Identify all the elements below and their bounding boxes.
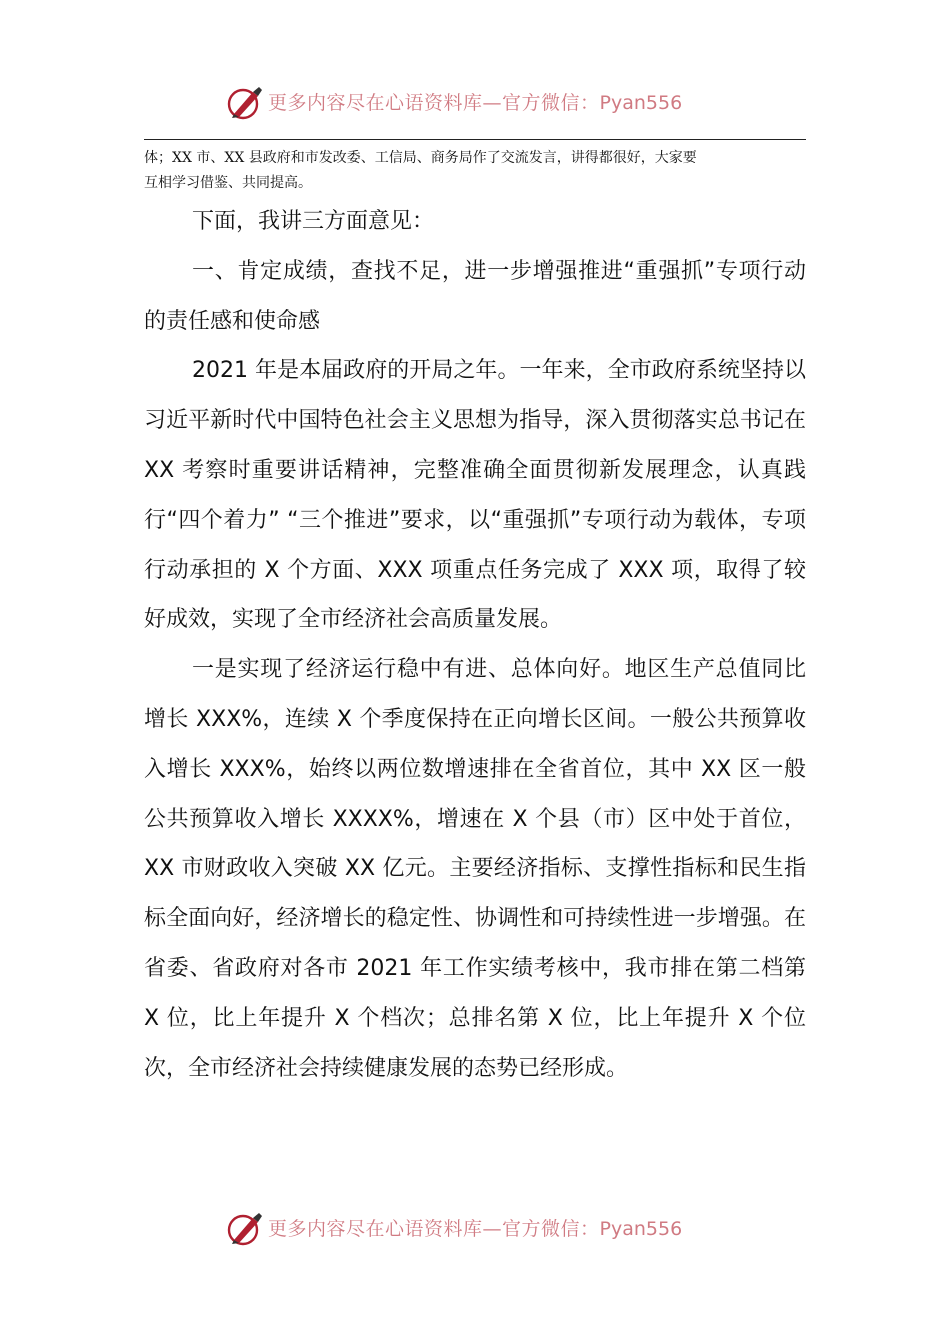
document-body — [144, 197, 806, 1093]
continuation-text — [144, 146, 806, 196]
pen-logo-icon — [226, 1210, 264, 1248]
continuation-line: 互相学习借鉴、共同提高。 — [144, 175, 312, 191]
section-heading: 一、肯定成绩，查找不足，进一步增强推进“重强抓”专项行动的责任感和使命感 — [144, 258, 806, 334]
header-divider — [144, 139, 806, 140]
banner-wechat: Pyan556 — [599, 1218, 683, 1240]
pen-logo-icon — [226, 84, 264, 122]
paragraph: 一是实现了经济运行稳中有进、总体向好。地区生产总值同比增长 XXX%，连续 X 个季度保持在正向增长区间。一般公共预算收入增长 XXX%，始终以两位数增速排在全省首位，其中 XX 区一般公共预算收入增长 XXXX%，增速在 X 个县（市）区中处于首位，XX 市财政收入突破 XX 亿元。主要经济指标、支撑性指标和民生指标全面向好，经济增长的稳定性、协调性和可持续性进一步增强。在省委、省政府对各市 2021 年工作实绩考核中，我市排在第二档第 X 位，比上年提升 X 个档次；总排名第 X 位，比上年提升 X 个位次，全市经济社会持续健康发展的态势已经形成。 — [144, 657, 806, 1081]
banner-wechat: Pyan556 — [599, 92, 683, 114]
footer-banner — [0, 1208, 950, 1252]
continuation-line: 体；XX 市、XX 县政府和市发改委、工信局、商务局作了交流发言，讲得都很好，大家要 — [144, 150, 697, 166]
banner-text: 更多内容尽在心语资料库—官方微信：Pyan556 — [268, 1218, 683, 1240]
header-banner — [0, 82, 950, 126]
paragraph-intro: 下面，我讲三方面意见： — [192, 209, 435, 234]
paragraph: 2021 年是本届政府的开局之年。一年来，全市政府系统坚持以习近平新时代中国特色社会主义思想为指导，深入贯彻落实总书记在 XX 考察时重要讲话精神，完整准确全面贯彻新发展理念，认真践行“四个着力” “三个推进”要求，以“重强抓”专项行动为载体，专项行动承担的 X 个方面、XXX 项重点任务完成了 XXX 项，取得了较好成效，实现了全市经济社会高质量发展。 — [144, 358, 806, 633]
banner-text: 更多内容尽在心语资料库—官方微信：Pyan556 — [268, 92, 683, 114]
